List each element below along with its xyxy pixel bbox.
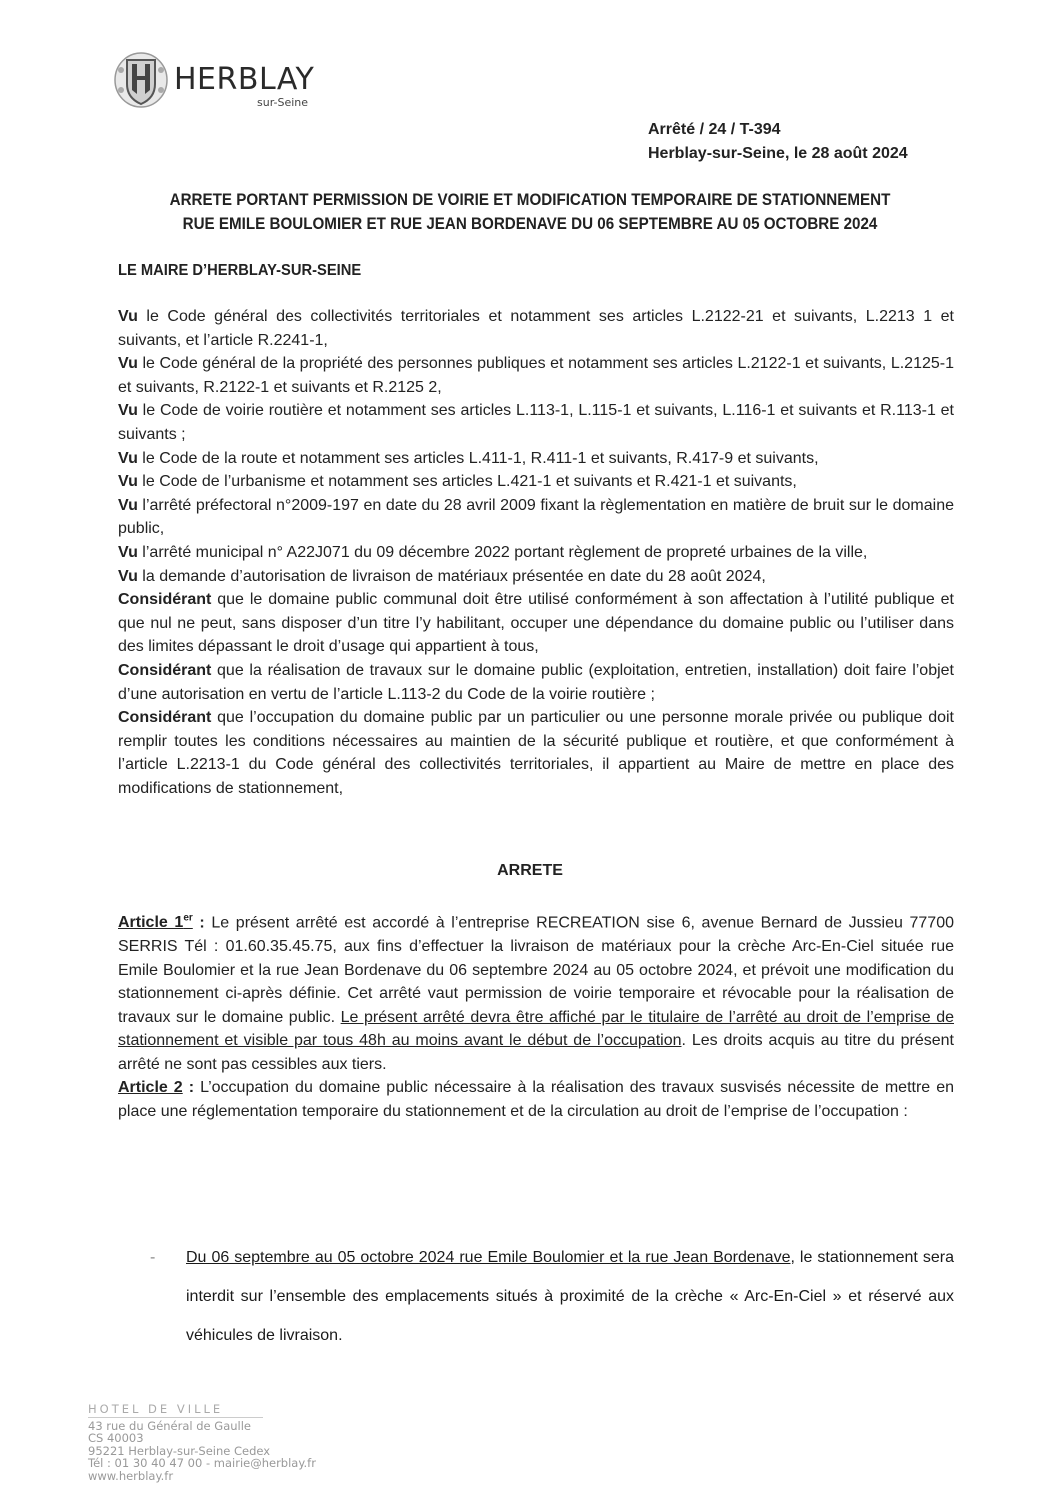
article-2-label: Article 2: [118, 1079, 183, 1097]
article-1-tail: . Les droits acquis au titre du présent arrêté ne sont pas cessibles aux tiers.: [118, 1032, 954, 1073]
article-1-notice: Le présent arrêté devra être affiché par le titulaire de l’arrêté au droit de l’emprise de stationnement et visible par tous 48h au moins avant le début de l’occupation: [118, 1008, 955, 1050]
consideration-text: que l’occupation du domaine public par un particulier ou une personne morale privée ou publique doit remplir toutes les conditions nécessaires au maintien de la sécurité publique et routière, et que conformément à l’article L.2213-1 du Code général des collectivités territoriales, il appartient au Maire de mettre en place des modifications de stationnement,: [118, 709, 954, 797]
consideration-lead: Vu: [118, 402, 138, 420]
consideration-lead: Vu: [118, 449, 138, 467]
consideration-text: l’arrêté municipal n° A22J071 du 09 décembre 2022 portant règlement de propreté urbaines de la ville,: [137, 543, 868, 561]
consideration-item: [118, 305, 954, 352]
logo-name: HERBLAY: [174, 62, 315, 97]
consideration-text: le Code général des collectivités territoriales et notamment ses articles L.2122-21 et suivants, L.2213 1 et suivants, et l’article R.2241-1,: [118, 308, 954, 349]
consideration-item: [118, 399, 954, 446]
articles: [118, 907, 954, 1124]
bullet-period: Du 06 septembre au 05 octobre 2024 rue Emile Boulomier et la rue Jean Bordenave: [186, 1249, 791, 1266]
consideration-item: [118, 447, 954, 471]
article-2-colon: :: [182, 1079, 195, 1097]
consideration-lead: Considérant: [118, 661, 212, 679]
bullet-item: [150, 1238, 954, 1355]
article-2-text: L’occupation du domaine public nécessaire à la réalisation des travaux susvisés nécessite de mettre en place une réglementation temporaire du stationnement et de la circulation au droit de l’emprise de l’occupation :: [118, 1079, 955, 1121]
considerations-list: [118, 305, 954, 800]
reference-block: [648, 118, 908, 166]
city-crest-icon: [113, 50, 169, 108]
footer-website[interactable]: www.herblay.fr: [88, 1468, 174, 1483]
article-1-colon: :: [192, 914, 205, 932]
consideration-item: [118, 541, 954, 565]
article-1-label: Article 1er: [118, 913, 193, 932]
arrete-heading: ARRETE: [497, 862, 563, 879]
article-1-text: Le présent arrêté est accordé à l’entreprise RECREATION sise 6, avenue Bernard de Jussieu 77700 SERRIS Tél : 01.60.35.45.75, aux fins d’effectuer la livraison de matériaux pour la crèche Arc-En-Ciel située rue Emile Boulomier et la rue Jean Bordenave du 06 septembre 2024 au 05 octobre 2024, et prévoit une modification du stationnement ci-après définie. Cet arrêté vaut permission de voirie temporaire et révocable pour la réalisation de travaux sur le domaine public.: [118, 914, 955, 1026]
consideration-item: [118, 659, 954, 706]
footer-address-2: CS 40003: [88, 1431, 144, 1445]
consideration-text: l’arrêté préfectoral n°2009-197 en date du 28 avril 2009 fixant la règlementation en matière de bruit sur le domaine public,: [118, 496, 954, 538]
article-2: [118, 1076, 954, 1123]
title-line-2: RUE EMILE BOULOMIER ET RUE JEAN BORDENAVE DU 06 SEPTEMBRE AU 05 OCTOBRE 2024: [182, 215, 878, 233]
document-title: [144, 188, 917, 236]
maire-heading: LE MAIRE D’HERBLAY-SUR-SEINE: [118, 262, 362, 279]
logo-subtitle: sur-Seine: [257, 96, 309, 109]
bullet-dash: -: [150, 1249, 156, 1266]
article-1: [118, 907, 954, 1076]
consideration-lead: Considérant: [118, 709, 212, 727]
consideration-lead: Vu: [118, 308, 138, 325]
city-logo: [113, 50, 343, 112]
consideration-item: [118, 565, 954, 589]
place-date: Herblay-sur-Seine, le 28 août 2024: [648, 145, 908, 162]
footer-contact: Tél : 01 30 40 47 00 - mairie@herblay.fr: [88, 1456, 316, 1470]
consideration-lead: Vu: [118, 543, 138, 561]
footer-address-3: 95221 Herblay-sur-Seine Cedex: [88, 1443, 271, 1458]
consideration-item: [118, 588, 954, 659]
consideration-lead: Vu: [118, 496, 138, 514]
consideration-text: le Code de l’urbanisme et notamment ses articles L.421-1 et suivants et R.421-1 et suivants,: [137, 473, 797, 491]
consideration-item: [118, 352, 954, 399]
footer-address-1: 43 rue du Général de Gaulle: [88, 1418, 251, 1433]
consideration-lead: Vu: [118, 473, 138, 491]
consideration-text: la demande d’autorisation de livraison de matériaux présentée en date du 28 août 2024,: [137, 567, 766, 585]
consideration-text: le Code de la route et notamment ses articles L.411-1, R.411-1 et suivants, R.417-9 et suivants,: [137, 449, 819, 467]
consideration-item: [118, 706, 954, 800]
title-line-1: ARRETE PORTANT PERMISSION DE VOIRIE ET MODIFICATION TEMPORAIRE DE STATIONNEMENT: [169, 191, 891, 209]
bullet-text: , le stationnement sera interdit sur l’ensemble des emplacements situés à proximité de la crèche « Arc-En-Ciel » et réservé aux véhicules de livraison.: [186, 1249, 954, 1344]
consideration-lead: Vu: [118, 567, 138, 585]
footer-address: [88, 1403, 316, 1482]
arrete-number: Arrêté / 24 / T-394: [648, 121, 781, 138]
consideration-text: le Code de voirie routière et notamment ses articles L.113-1, L.115-1 et suivants, L.116-1 et suivants et R.113-1 et suivants ;: [118, 402, 954, 443]
consideration-text: le Code général de la propriété des personnes publiques et notamment ses articles L.2122-1 et suivants, L.2125-1 et suivants, R.2122-1 et suivants et R.2125 2,: [118, 355, 954, 396]
consideration-item: [118, 470, 954, 494]
consideration-text: que la réalisation de travaux sur le domaine public (exploitation, entretien, installation) doit faire l’objet d’une autorisation en vertu de l’article L.113-2 du Code de la voirie routière ;: [118, 661, 954, 703]
consideration-item: [118, 494, 954, 541]
consideration-lead: Vu: [118, 355, 138, 373]
consideration-lead: Considérant: [118, 591, 212, 609]
consideration-text: que le domaine public communal doit être utilisé conformément à son affectation à l’utilité publique et que nul ne peut, sans disposer d’un titre l’y habilitant, occuper une dépendance du domaine public ou l’utiliser dans des limites dépassant le droit d’usage qui appartient à tous,: [118, 591, 954, 656]
footer-heading: HOTEL DE VILLE: [88, 1403, 263, 1418]
